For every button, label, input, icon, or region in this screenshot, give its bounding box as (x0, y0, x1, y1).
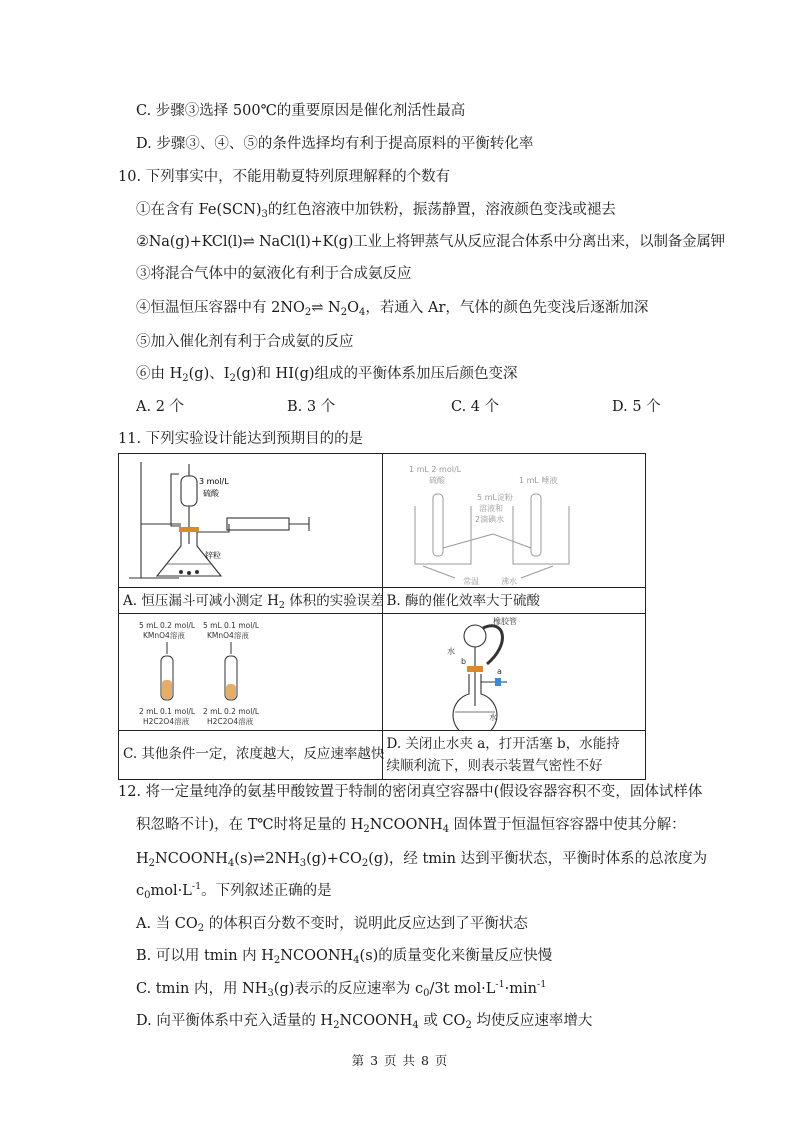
pointer-line (493, 534, 531, 548)
q12-stem-line-1: 12. 将一定量纯净的氨基甲酸铵置于特制的密闭真空容器中(假设容器容积不变，固体试样体 (118, 784, 703, 800)
flask-water-label: 水 (488, 713, 497, 722)
figure-d-cell (382, 614, 646, 731)
caption-b-cell (382, 588, 646, 614)
q11-experiment-table (118, 453, 646, 780)
q9-option-d: D. 步骤③、④、⑤的条件选择均有利于提高原料的平衡转化率 (136, 136, 534, 152)
caption-b: B. 酶的催化效率大于硫酸 (386, 593, 541, 609)
acid-volume-label: 1 mL 2 mol/L (408, 465, 461, 474)
kmno4-left-conc: 5 mL 0.2 mol/L (139, 621, 196, 630)
caption-d-cell (382, 731, 646, 780)
q9-option-c: C. 步骤③选择 500℃的重要原因是催化剂活性最高 (136, 103, 466, 119)
q11-stem: 11. 下列实验设计能达到预期目的的是 (118, 431, 364, 447)
water-label: 水 (446, 647, 455, 656)
q10-item-3: ③将混合气体中的氨液化有利于合成氨反应 (136, 266, 412, 282)
q12-option-d: D. 向平衡体系中充入适量的 $H_2NCOONH_4$ 或 $CO_2$ 均使反应速率增大 (136, 1013, 593, 1031)
zinc-grain (187, 571, 191, 575)
pointer-line (423, 566, 455, 578)
figure-a-cell (119, 454, 383, 588)
caption-c: C. 其他条件一定，浓度越大，反应速率越快 (123, 746, 385, 762)
acid-conc-label: 3 mol/L (199, 477, 229, 486)
test-tube-right (531, 494, 541, 556)
kmno4-right-name: KMnO4溶液 (207, 631, 249, 640)
oxalic-right-name: H2C2O4溶液 (207, 717, 254, 726)
starch-label: 5 mL淀粉 (476, 493, 513, 502)
pressure-equalizing-tube (171, 474, 181, 526)
q12-stem-line-2: 积忽略不计)，在 T℃时将足量的 $H_2NCOONH_4$ 固体置于恒温恒容容器中使其分解： (136, 817, 686, 835)
q10-item-4: ④恒温恒压容器中有 $2NO_2\rightleftharpoons$ $N_2O_4$，若通入 Ar，气体的颜色先变浅后逐渐加深 (136, 300, 649, 318)
pointer-line (443, 534, 493, 548)
q10-option-b: B. 3 个 (287, 399, 336, 415)
q10-item-2: ②Na(g)+KCl(l)⇌ NaCl(l)+K(g)工业上将钾蒸气从反应混合体系中分离出来，以制备金属钾 (136, 234, 725, 250)
oxalic-left-conc: 2 mL 0.1 mol/L (139, 707, 196, 716)
tube-liquid-left (162, 680, 172, 699)
acid-name-label: 硫酸 (203, 489, 219, 498)
q10-stem: 10. 下列事实中，不能用勒夏特列原理解释的个数有 (118, 169, 451, 185)
zinc-grain (195, 570, 199, 574)
pointer-line (521, 566, 553, 578)
oxalic-left-name: H2C2O4溶液 (143, 717, 190, 726)
stopper (467, 666, 483, 672)
q12-equation: $H_2NCOONH_4(s)\rightleftharpoons 2NH_3(g)+CO_2(g)$，经 tmin 达到平衡状态，平衡时体系的总浓度为 (136, 851, 708, 869)
caption-d-line-2: 续顺利流下，则表示装置气密性不好 (386, 758, 603, 774)
gas-syringe (227, 518, 289, 530)
oxalic-right-conc: 2 mL 0.2 mol/L (203, 707, 260, 716)
kmno4-right-conc: 5 mL 0.1 mol/L (203, 621, 260, 630)
figure-c-concentration (119, 614, 396, 730)
q12-stem-line-4: $c_0mol\cdot L^{-1}$。下列叙述正确的是 (136, 881, 332, 901)
q10-option-d: D. 5 个 (612, 399, 661, 415)
zinc-label: 锌粒 (205, 551, 221, 560)
figure-b-cell (382, 454, 646, 588)
figure-a-pressure-funnel (119, 454, 396, 587)
clamp-a-label: a (496, 667, 502, 676)
caption-a: A. 恒压漏斗可减小测定 $H_2$ 体积的实验误差 (123, 593, 384, 611)
funnel-body (181, 476, 197, 506)
boiling-water-label: 沸水 (500, 577, 517, 586)
caption-a-cell (119, 588, 383, 614)
rubber-tube-label: 橡胶管 (492, 617, 517, 626)
separatory-funnel (464, 625, 486, 647)
rubber-tube (483, 626, 502, 664)
test-tube-left (433, 494, 443, 556)
clamp-a (495, 678, 501, 686)
stopcock-b-label: b (460, 657, 466, 666)
figure-c-cell (119, 614, 383, 731)
q10-option-c: C. 4 个 (451, 399, 500, 415)
figure-d-airtightness (383, 614, 634, 730)
starch-label-2: 溶液和 (478, 504, 503, 513)
q10-item-1: ①在含有 $Fe(SCN)_3$的红色溶液中加铁粉，振荡静置，溶液颜色变浅或褪去 (136, 202, 616, 220)
delivery-tube (197, 524, 229, 532)
tube-liquid-right (226, 684, 236, 699)
q12-option-c: C. tmin 内，用 $NH_3(g)$表示的反应速率为 $c_0/3t$ $mol\cdot L^{-1}\cdot\min^{-1}$ (136, 979, 547, 999)
iodine-label: 2滴碘水 (474, 515, 504, 524)
caption-d-line-1: D. 关闭止水夹 a，打开活塞 b，水能持 (386, 736, 620, 752)
q10-item-5: ⑤加入催化剂有利于合成氨的反应 (136, 334, 354, 350)
q12-option-a: A. 当 $CO_2$ 的体积百分数不变时，说明此反应达到了平衡状态 (136, 916, 528, 934)
page-footer: 第 3 页 共 8 页 (351, 1053, 449, 1068)
saliva-label: 1 mL 唾液 (518, 476, 557, 485)
kmno4-left-name: KMnO4溶液 (143, 631, 185, 640)
rubber-stopper (179, 527, 199, 532)
room-temp-label: 常温 (462, 577, 479, 586)
q12-option-b: B. 可以用 tmin 内 $H_2NCOONH_4(s)$的质量变化来衡量反应快慢 (136, 948, 553, 966)
zinc-grain (179, 570, 183, 574)
figure-b-enzyme-vs-acid (383, 454, 634, 587)
q10-option-a: A. 2 个 (136, 399, 185, 415)
caption-c-cell (119, 731, 383, 780)
acid-name-label: 硫酸 (428, 476, 445, 485)
q10-item-6: ⑥由 $H_2(g)$、$I_2(g)$和 HI(g)组成的平衡体系加压后颜色变深 (136, 366, 518, 384)
